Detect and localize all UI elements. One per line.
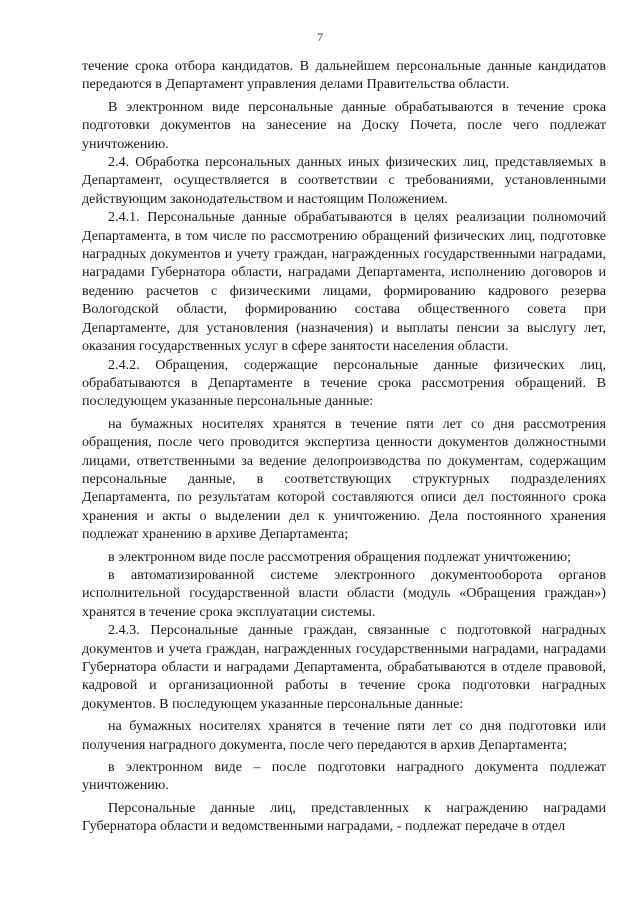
- paragraph: 2.4.3. Персональные данные граждан, связанные с подготовкой наградных документов и учета граждан, награжденных государственными наградами, наградами Губернатора области и наградами Департамента, обрабатываются в отделе правовой, кадровой и организационной работы в течение срока подготовки наградных документов. В последующем указанные персональные данные:: [82, 622, 606, 712]
- page-number: 7: [317, 30, 323, 44]
- paragraph: в автоматизированной системе электронного документооборота органов исполнительной государственной власти области (модуль «Обращения граждан») хранятся в течение срока эксплуатации системы.: [82, 566, 606, 620]
- paragraph: течение срока отбора кандидатов. В дальнейшем персональные данные кандидатов передаются в Департамент управления делами Правительства области.: [82, 58, 606, 93]
- paragraph: Персональные данные лиц, представленных к награждению наградами Губернатора области и ведомственными наградами, - подлежат передаче в отдел: [82, 799, 606, 835]
- paragraph: 2.4.2. Обращения, содержащие персональные данные физических лиц, обрабатываются в Департаменте в течение срока рассмотрения обращений. В последующем указанные персональные данные:: [82, 356, 606, 410]
- paragraph: в электронном виде после рассмотрения обращения подлежат уничтожению;: [108, 548, 572, 565]
- paragraph: 2.4. Обработка персональных данных иных физических лиц, представляемых в Департамент, осуществляется в соответствии с требованиями, установленными действующим законодательством и настоящим Положением.: [82, 154, 606, 207]
- paragraph: в электронном виде – после подготовки наградного документа подлежат уничтожению.: [82, 759, 606, 794]
- paragraph: В электронном виде персональные данные обрабатываются в течение срока подготовки документов на занесение на Доску Почета, после чего подлежат уничтожению.: [82, 98, 606, 152]
- paragraph: на бумажных носителях хранятся в течение пяти лет со дня подготовки или получения наградного документа, после чего передаются в архив Департамента;: [82, 718, 606, 753]
- paragraph: 2.4.1. Персональные данные обрабатываются в целях реализации полномочий Департамента, в том числе по рассмотрению обращений физических лиц, подготовке наградных документов и учету граждан, награжденных государственными наградами, наградами Губернатора области, наградами Департамента, исполнению договоров и ведению расчетов с физическими лицами, формированию кадрового резерва Вологодской области, формированию состава общественного совета при Департаменте, для установления (назначения) и выплаты пенсии за выслугу лет, оказания государственных услуг в сфере занятости населения области.: [82, 209, 606, 355]
- paragraph: на бумажных носителях хранятся в течение пяти лет со дня рассмотрения обращения, после чего проводится экспертиза ценности документов должностными лицами, ответственными за ведение делопроизводства по документам, содержащим персональные данные, в соответствующих структурных подразделениях Департамента, по результатам которой составляются описи дел постоянного срока хранения и акты о выделении дел к уничтожению. Дела постоянного хранения подлежат хранению в архиве Департамента;: [82, 415, 606, 543]
- document-body: [82, 57, 606, 836]
